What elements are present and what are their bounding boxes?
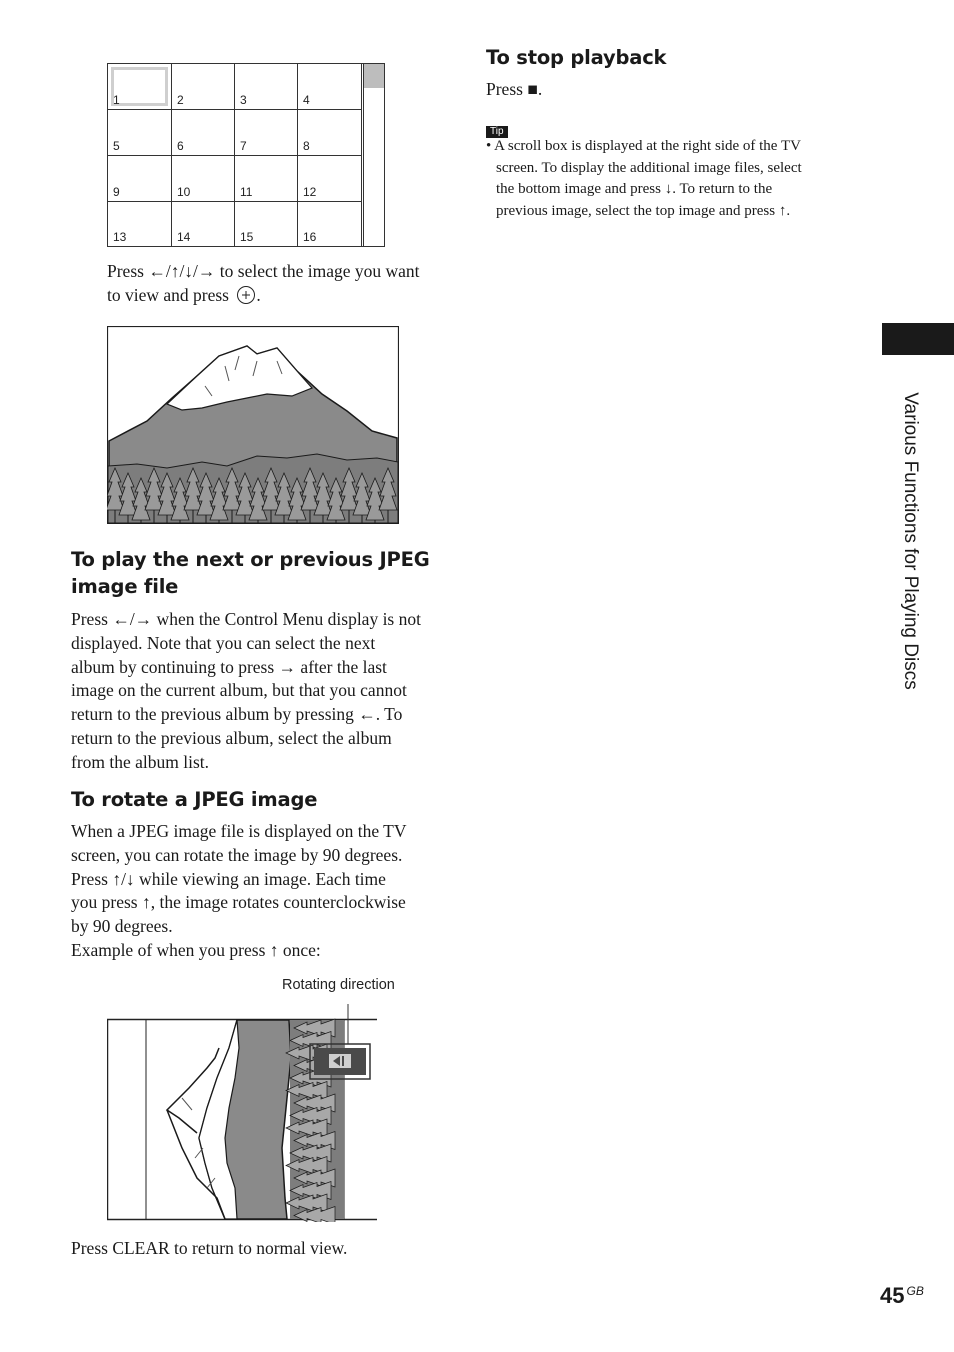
clear-note: Press CLEAR to return to normal view. (71, 1238, 348, 1258)
rotate-heading: To rotate a JPEG image (71, 788, 318, 811)
thumbnail-number: 10 (177, 185, 191, 199)
rotating-direction-label: Rotating direction (282, 977, 395, 993)
thumbnail-number: 12 (303, 185, 317, 199)
thumbnail-cell[interactable] (235, 202, 298, 246)
thumbnail-number: 11 (240, 185, 253, 199)
thumbnail-cell[interactable] (108, 64, 172, 110)
next-previous-text: Press ←/→ when the Control Menu display is not displayed. Note that you can select the next album by continuing to press → after the last image on the current album, but that you cannot return to the previous album by pressing ←. To return to the previous album, select the album from the album list. (71, 609, 421, 772)
page-number: 45 $^{GB}$ (880, 1283, 924, 1308)
thumbnail-cell[interactable] (298, 156, 362, 202)
next-previous-heading: To play the next or previous JPEG image file (71, 548, 430, 598)
thumbnail-cell[interactable] (235, 110, 298, 156)
thumbnail-number: 6 (177, 139, 184, 153)
thumbnail-cell[interactable] (235, 64, 298, 110)
arrow-keys-label: ←/↑/↓/→ (148, 261, 216, 281)
stop-playback-heading: To stop playback (486, 46, 667, 69)
thumbnail-number: 2 (177, 93, 184, 107)
thumbnail-number: 9 (113, 185, 120, 199)
thumbnail-number: 7 (240, 139, 247, 153)
thumbnail-cell[interactable] (298, 110, 362, 156)
section-side-label: Various Functions for Playing Discs (900, 392, 921, 690)
thumbnail-cell[interactable] (235, 156, 298, 202)
thumbnail-number: 15 (240, 230, 254, 244)
thumbnail-cell[interactable] (172, 202, 235, 246)
section-tab-marker (882, 323, 954, 355)
thumbnail-cell[interactable] (172, 64, 235, 110)
thumbnail-cell[interactable] (298, 64, 362, 110)
tip-badge: Tip (486, 121, 508, 139)
thumbnail-cell[interactable] (108, 156, 172, 202)
rotated-image (107, 998, 377, 1222)
thumbnail-grid (107, 63, 385, 247)
thumbnail-cell[interactable] (172, 110, 235, 156)
select-instruction: Press ←/↑/↓/→ to select the image you want to view and press . (107, 261, 420, 305)
thumbnail-number: 16 (303, 230, 317, 244)
thumbnail-number: 8 (303, 139, 310, 153)
enter-button-icon (236, 285, 256, 305)
thumbnail-cell[interactable] (108, 110, 172, 156)
thumbnail-number: 14 (177, 230, 191, 244)
thumbnail-number: 13 (113, 230, 127, 244)
scroll-box[interactable] (363, 64, 384, 246)
scroll-thumb[interactable] (364, 64, 384, 88)
landscape-image (107, 326, 399, 524)
thumbnail-cell[interactable] (298, 202, 362, 246)
stop-playback-text: Press ■. (486, 79, 543, 99)
thumbnail-number: 1 (113, 93, 120, 107)
thumbnail-number: 4 (303, 93, 310, 107)
tip-text: • A scroll box is displayed at the right side of the TV screen. To display the additional image files, select the bottom image and press ↓. To return to the previous image, select the top image and press ↑. (486, 138, 802, 219)
thumbnail-cell[interactable] (108, 202, 172, 246)
thumbnail-number: 3 (240, 93, 247, 107)
rotate-text: When a JPEG image file is displayed on the TV screen, you can rotate the image by 90 degrees. Press ↑/↓ while viewing an image. Each time you press ↑, the image rotates counterclockwise by 90 degrees. Example of when you press ↑ once: (71, 821, 407, 960)
thumbnail-cell[interactable] (172, 156, 235, 202)
thumbnail-number: 5 (113, 139, 120, 153)
